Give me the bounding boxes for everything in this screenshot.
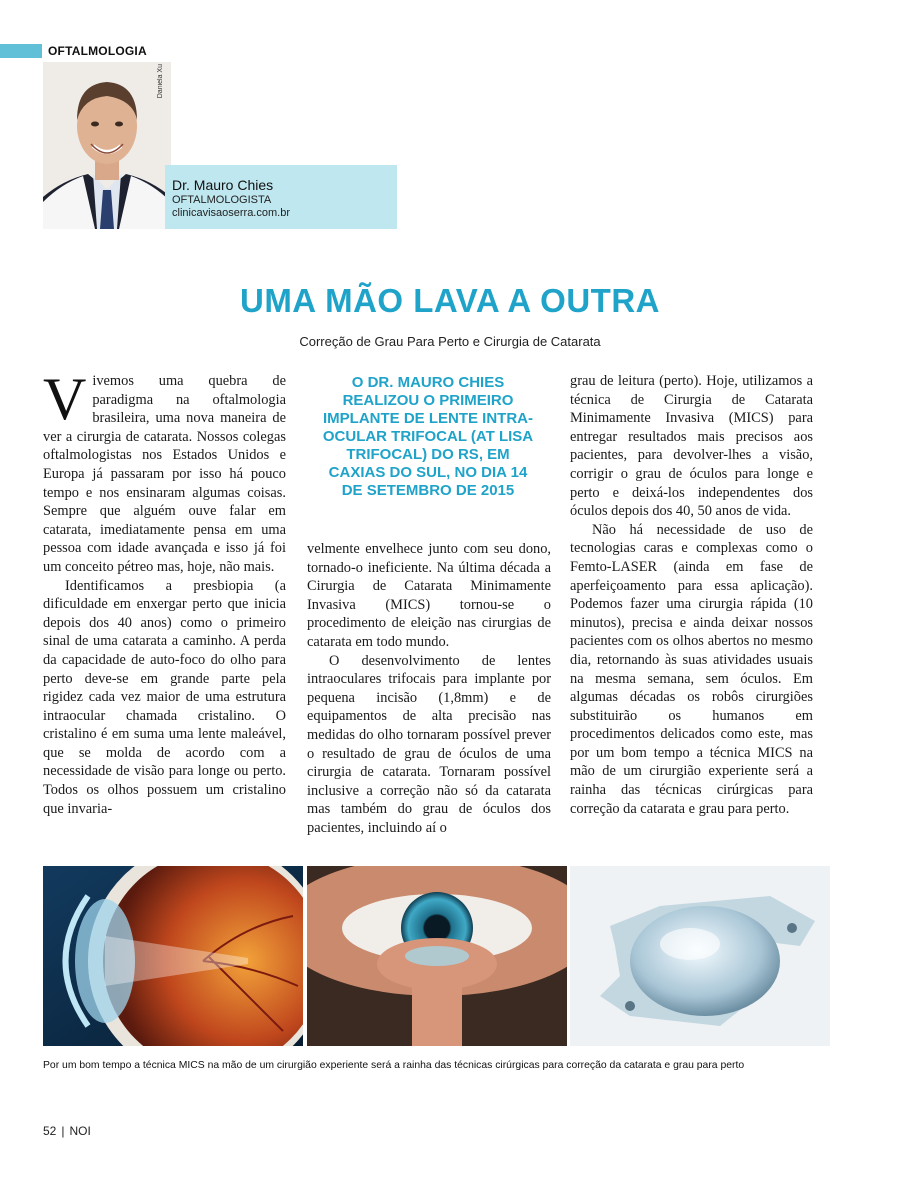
author-portrait xyxy=(43,62,171,229)
page-footer xyxy=(43,1124,91,1138)
contact-lens-eye-image xyxy=(307,866,567,1046)
image-caption: Por um bom tempo a técnica MICS na mão de um cirurgião experiente será a rainha das técnicas cirúrgicas para correção da catarata e grau para perto xyxy=(43,1060,745,1071)
section-accent-bar xyxy=(0,44,42,58)
paragraph: O desenvolvimento de lentes intraoculares trifocais para implante por pequena incisão (1,8mm) e de equipamentos de alta precisão nas medidas do olho tornaram possível prever o resultado de grau de óculos de uma cirurgia de catarata. Tornaram possível inclusive a correção não só da catarata mas também do grau de óculos dos pacientes, incluindo aí o xyxy=(307,652,551,836)
paragraph: Não há necessidade de uso de tecnologias caras e complexas como o Femto-LASER (ainda em fase de aperfeiçoamento para essa aplicação). Podemos fazer uma cirurgia rápida (10 minutos), precisa e ainda deixar nossos pacientes com os olhos abertos no mesmo dia, retornando às suas atividades usuais na mesma semana, sem óculos. Em algumas décadas os robôs cirurgiões substituirão os humanos em procedimentos delicados como este, mas por um bom tempo a técnica MICS na mão de um cirurgião experiente será a rainha das técnicas cirúrgicas para correção da catarata e grau para perto. xyxy=(570,521,813,817)
paragraph xyxy=(43,366,286,577)
paragraph: Identificamos a presbiopia (a dificuldade em enxergar perto que inicia depois dos 40 anos) como o primeiro sinal de uma catarata a caminho. A perda da capacidade de auto-foco do olho para perto deve-se em grande parte pela rigidez cada vez maior de uma estrutura intraocular chamada cristalino. O cristalino é em suma uma lente maleável, que se molda de acordo com a necessidade de visão para longe ou perto. Todos os olhos possuem um cristalino que invaria- xyxy=(43,577,286,817)
section-label: OFTALMOLOGIA xyxy=(48,44,147,58)
author-name: Dr. Mauro Chies xyxy=(172,177,274,193)
article-column-3 xyxy=(570,372,813,818)
paragraph: velmente envelhece junto com seu dono, tornado-o ineficiente. Na última década a Cirurgia de Catarata Minimamente Invasiva (MICS) tornou-se o procedimento de eleição nas cirurgias de catarata em todo mundo. xyxy=(307,541,551,650)
photo-credit: Daniela Xu xyxy=(157,64,164,99)
paragraph-text: ivemos uma quebra de paradigma na oftalmologia brasileira, uma nova maneira de ver a cirurgia de catarata. Nossos colegas oftalmologistas nos Estados Unidos e Europa já passaram por isso há pouco tempo e nos ensinaram algumas coisas. Sempre que alguém ouve falar em catarata, imediatamente pensa em uma pessoa com idade avançada e isso já foi um conceito pétreo mas, hoje, não mais. xyxy=(43,373,286,575)
intraocular-lens-image xyxy=(570,866,830,1046)
article-subtitle: Correção de Grau Para Perto e Cirurgia de Catarata xyxy=(299,334,601,349)
article-column-2 xyxy=(307,540,551,838)
author-portrait-image xyxy=(43,62,171,229)
page-number: 52 xyxy=(43,1124,57,1138)
eye-anatomy-image xyxy=(43,866,303,1046)
article-column-1 xyxy=(43,366,286,818)
magazine-name: NOI xyxy=(69,1124,91,1138)
paragraph: grau de leitura (perto). Hoje, utilizamos a técnica de Cirurgia de Catarata Minimamente Invasiva (MICS) para entregar resultados mais precisos aos pacientes, para devolver-lhes a visão, corrigir o grau de óculos para longe e perto e deixá-los independentes dos óculos depois dos 40, 50 anos de vida. xyxy=(570,373,813,520)
author-role: OFTALMOLOGISTA xyxy=(172,194,272,206)
author-website: clinicavisaoserra.com.br xyxy=(172,207,290,219)
article-title: UMA MÃO LAVA A OUTRA xyxy=(239,282,660,319)
dropcap-letter: V xyxy=(43,366,87,432)
pull-quote: O DR. MAURO CHIES REALIZOU O PRIMEIRO IMPLANTE DE LENTE INTRA-OCULAR TRIFOCAL (AT LISA TRIFOCAL) DO RS, EM CAXIAS DO SUL, NO DIA 14 DE SETEMBRO DE 2015 xyxy=(322,374,534,499)
footer-separator: | xyxy=(61,1124,65,1138)
author-box xyxy=(165,165,397,229)
